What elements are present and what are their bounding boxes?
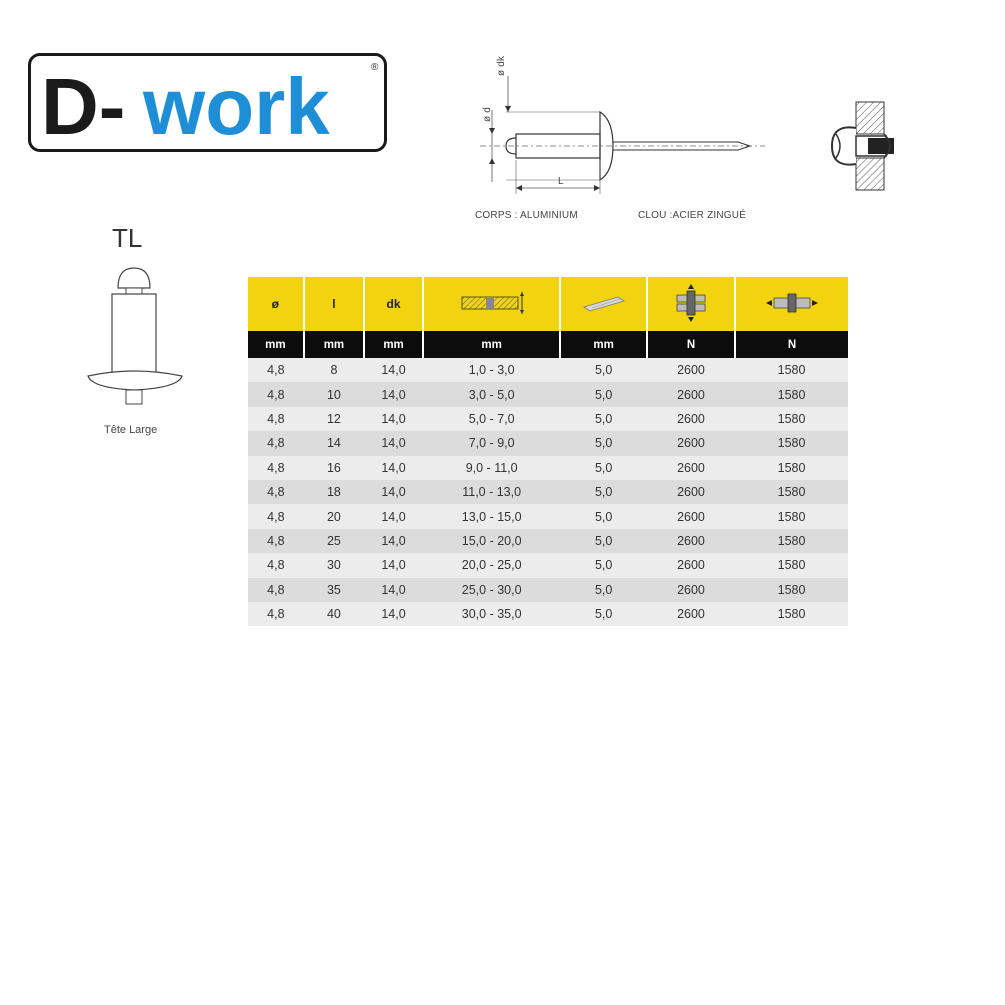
table-body <box>248 358 848 626</box>
cell-grip-range: 3,0 - 5,0 <box>423 382 561 406</box>
dim-dk-label: ø dk <box>496 55 507 76</box>
cell-shear: 2600 <box>647 407 735 431</box>
cell-drill: 5,0 <box>560 456 646 480</box>
cell-dk: 14,0 <box>364 602 423 626</box>
rivet-drawing-svg <box>470 70 770 200</box>
col-diameter-header: ø <box>248 277 304 331</box>
cell-tensile: 1580 <box>735 602 848 626</box>
cell-diameter: 4,8 <box>248 431 304 455</box>
cell-shear: 2600 <box>647 578 735 602</box>
cell-drill: 5,0 <box>560 480 646 504</box>
logo-registered-mark: ® <box>371 62 379 73</box>
cell-grip-range: 7,0 - 9,0 <box>423 431 561 455</box>
table-row <box>248 504 848 528</box>
cell-tensile: 1580 <box>735 358 848 382</box>
installed-rivet-icon <box>826 100 898 196</box>
cell-tensile: 1580 <box>735 431 848 455</box>
cell-length: 25 <box>304 529 365 553</box>
body-material-label: CORPS : ALUMINIUM <box>475 210 578 221</box>
grip-range-icon <box>456 288 528 318</box>
side-view-rivet-icon <box>86 262 190 412</box>
cell-shear: 2600 <box>647 602 735 626</box>
rivet-technical-drawing <box>470 55 770 221</box>
cell-shear: 2600 <box>647 529 735 553</box>
cell-length: 10 <box>304 382 365 406</box>
cell-dk: 14,0 <box>364 529 423 553</box>
cell-dk: 14,0 <box>364 553 423 577</box>
cell-drill: 5,0 <box>560 431 646 455</box>
table-row <box>248 358 848 382</box>
cell-diameter: 4,8 <box>248 529 304 553</box>
dim-d-label: ø d <box>482 106 493 122</box>
cell-grip-range: 11,0 - 13,0 <box>423 480 561 504</box>
cell-grip-range: 13,0 - 15,0 <box>423 504 561 528</box>
cell-diameter: 4,8 <box>248 578 304 602</box>
brand-logo-graphic <box>31 56 390 155</box>
shear-icon <box>671 283 711 323</box>
cell-drill: 5,0 <box>560 602 646 626</box>
cell-grip-range: 15,0 - 20,0 <box>423 529 561 553</box>
col-dk-header: dk <box>364 277 423 331</box>
cell-tensile: 1580 <box>735 553 848 577</box>
cell-length: 20 <box>304 504 365 528</box>
mandrel-material-label: CLOU :ACIER ZINGUÉ <box>638 210 747 221</box>
cell-length: 35 <box>304 578 365 602</box>
cell-shear: 2600 <box>647 504 735 528</box>
cell-grip-range: 25,0 - 30,0 <box>423 578 561 602</box>
cell-diameter: 4,8 <box>248 382 304 406</box>
cell-diameter: 4,8 <box>248 407 304 431</box>
cell-grip-range: 9,0 - 11,0 <box>423 456 561 480</box>
cell-dk: 14,0 <box>364 480 423 504</box>
cell-drill: 5,0 <box>560 358 646 382</box>
tensile-icon <box>764 288 820 318</box>
col-drill-header <box>560 277 646 331</box>
cell-diameter: 4,8 <box>248 504 304 528</box>
table-row <box>248 602 848 626</box>
cell-dk: 14,0 <box>364 578 423 602</box>
cell-shear: 2600 <box>647 553 735 577</box>
cell-tensile: 1580 <box>735 456 848 480</box>
cell-grip-range: 20,0 - 25,0 <box>423 553 561 577</box>
cell-diameter: 4,8 <box>248 602 304 626</box>
cell-dk: 14,0 <box>364 504 423 528</box>
unit-cell: mm <box>304 331 365 358</box>
cell-length: 8 <box>304 358 365 382</box>
table-header-row <box>248 277 848 331</box>
table-row <box>248 480 848 504</box>
cell-shear: 2600 <box>647 358 735 382</box>
table-row <box>248 382 848 406</box>
cell-dk: 14,0 <box>364 431 423 455</box>
drill-icon <box>582 293 626 313</box>
cell-dk: 14,0 <box>364 382 423 406</box>
unit-cell: mm <box>423 331 561 358</box>
cell-tensile: 1580 <box>735 504 848 528</box>
cell-grip-range: 30,0 - 35,0 <box>423 602 561 626</box>
cell-shear: 2600 <box>647 456 735 480</box>
unit-cell: mm <box>560 331 646 358</box>
cell-tensile: 1580 <box>735 480 848 504</box>
cell-diameter: 4,8 <box>248 480 304 504</box>
cell-drill: 5,0 <box>560 578 646 602</box>
table-row <box>248 456 848 480</box>
brand-logo <box>28 53 387 152</box>
cell-tensile: 1580 <box>735 578 848 602</box>
cell-length: 14 <box>304 431 365 455</box>
unit-cell: N <box>735 331 848 358</box>
cell-tensile: 1580 <box>735 407 848 431</box>
table-row <box>248 529 848 553</box>
cell-length: 16 <box>304 456 365 480</box>
cell-length: 12 <box>304 407 365 431</box>
table-row <box>248 578 848 602</box>
cell-length: 40 <box>304 602 365 626</box>
table-row <box>248 431 848 455</box>
cell-tensile: 1580 <box>735 529 848 553</box>
cell-shear: 2600 <box>647 480 735 504</box>
unit-cell: mm <box>364 331 423 358</box>
cell-shear: 2600 <box>647 382 735 406</box>
rivet-type-caption: Tête Large <box>104 424 158 436</box>
table-row <box>248 553 848 577</box>
cell-drill: 5,0 <box>560 529 646 553</box>
rivet-type-title: TL <box>112 223 143 253</box>
col-tensile-header <box>735 277 848 331</box>
cell-drill: 5,0 <box>560 553 646 577</box>
table-row <box>248 407 848 431</box>
cell-length: 18 <box>304 480 365 504</box>
cell-drill: 5,0 <box>560 407 646 431</box>
col-length-header: l <box>304 277 365 331</box>
cell-diameter: 4,8 <box>248 553 304 577</box>
cell-tensile: 1580 <box>735 382 848 406</box>
cell-dk: 14,0 <box>364 456 423 480</box>
table-units-row <box>248 331 848 358</box>
cell-diameter: 4,8 <box>248 456 304 480</box>
logo-work: work <box>143 62 330 151</box>
col-grip-range-header <box>423 277 561 331</box>
cell-diameter: 4,8 <box>248 358 304 382</box>
col-shear-header <box>647 277 735 331</box>
dim-l-label: L <box>558 176 564 187</box>
cell-shear: 2600 <box>647 431 735 455</box>
cell-dk: 14,0 <box>364 358 423 382</box>
cell-length: 30 <box>304 553 365 577</box>
unit-cell: mm <box>248 331 304 358</box>
logo-d: D- <box>41 62 126 151</box>
cell-drill: 5,0 <box>560 382 646 406</box>
cell-grip-range: 1,0 - 3,0 <box>423 358 561 382</box>
cell-dk: 14,0 <box>364 407 423 431</box>
spec-table <box>248 277 848 626</box>
unit-cell: N <box>647 331 735 358</box>
cell-drill: 5,0 <box>560 504 646 528</box>
cell-grip-range: 5,0 - 7,0 <box>423 407 561 431</box>
